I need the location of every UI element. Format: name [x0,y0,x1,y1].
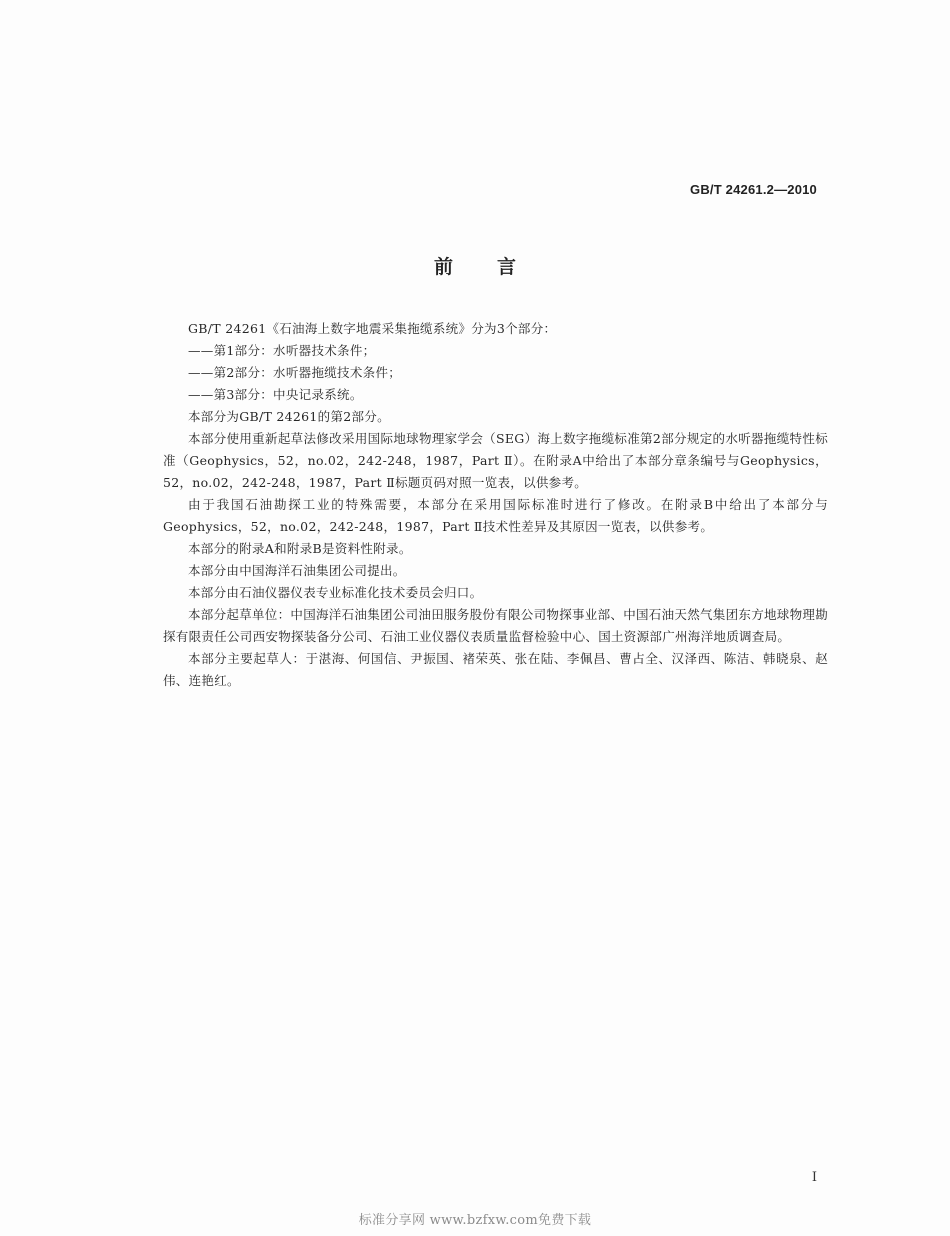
paragraph-annexes: 本部分的附录A和附录B是资料性附录。 [188,541,412,556]
page-number: I [811,1170,817,1185]
page-title: 前言 [433,256,560,278]
paragraph-intro: GB/T 24261《石油海上数字地震采集拖缆系统》分为3个部分： [188,321,557,336]
paragraph-this-part: 本部分为GB/T 24261的第2部分。 [188,409,390,424]
list-item-part-2: ——第2部分：水听器拖缆技术条件； [188,365,402,380]
paragraph-adoption: 本部分使用重新起草法修改采用国际地球物理家学会（SEG）海上数字拖缆标准第2部分规定的水听器拖缆特性标准（Geophysics，52，no.02，242-248，1987，Part Ⅱ）。在附录A中给出了本部分章条编号与Geophysics，52，no.02，242-248，1987，Part Ⅱ标题页码对照一览表，以供参考。 [163,431,828,490]
paragraph-proposed-by: 本部分由中国海洋石油集团公司提出。 [188,563,406,578]
list-item-part-1: ——第1部分：水听器技术条件； [188,343,376,358]
paragraph-drafting-units: 本部分起草单位：中国海洋石油集团公司油田服务股份有限公司物探事业部、中国石油天然气集团东方地球物理勘探有限责任公司西安物探装备分公司、石油工业仪器仪表质量监督检验中心、国土资源部广州海洋地质调查局。 [163,607,829,644]
footer-watermark: 标准分享网 www.bzfxw.com免费下载 [358,1213,592,1228]
paragraph-modification: 由于我国石油勘探工业的特殊需要，本部分在采用国际标准时进行了修改。在附录B中给出了本部分与Geophysics，52，no.02，242-248，1987，Part Ⅱ技术性差异及其原因一览表，以供参考。 [163,497,828,534]
paragraph-drafters: 本部分主要起草人：于湛海、何国信、尹振国、褚荣英、张在陆、李佩昌、曹占全、汉泽西、陈洁、韩晓泉、赵伟、连艳红。 [163,651,828,688]
foreword-body [163,318,828,692]
paragraph-centralized-by: 本部分由石油仪器仪表专业标准化技术委员会归口。 [188,585,483,600]
standard-number: GB/T 24261.2—2010 [690,182,817,197]
list-item-part-3: ——第3部分：中央记录系统。 [188,387,363,402]
